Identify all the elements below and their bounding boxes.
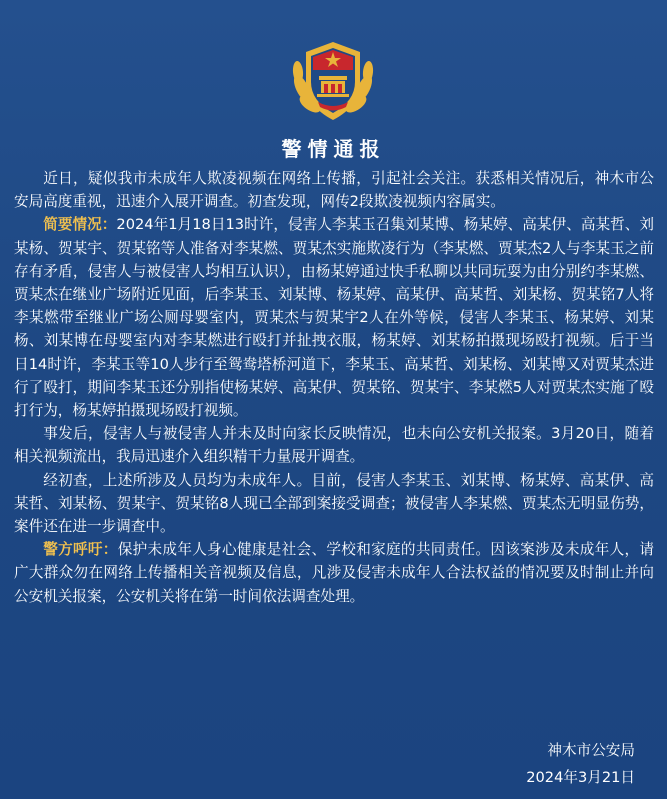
police-emblem-icon [288,36,378,126]
brief-text: 2024年1月18日13时许，侵害人李某玉召集刘某博、杨某婷、高某伊、高某哲、刘某杨、贺某宇、贺某铭等人准备对李某燃、贾某杰实施欺凌行为（李某燃、贾某杰2人与李某玉之前存有矛盾，侵害人与被侵害人均相互认识），由杨某婷通过快手私聊以共同玩耍为由分别约李某燃、贾某杰在继业广场附近见面，后李某玉、刘某博、杨某婷、高某伊、高某哲、刘某杨、贺某铭7人将李某燃带至继业广场公厕母婴室内，贾某杰与贺某宇2人在外等候，侵害人李某玉、杨某婷、刘某杨、刘某博在母婴室内对李某燃进行殴打并扯拽衣服，杨某婷、刘某杨拍摄现场殴打视频。后于当日14时许，李某玉等10人步行至鸳鸯塔桥河道下，李某玉、高某哲、刘某杨、刘某博又对贾某杰进行了殴打，期间李某玉还分别指使杨某婷、高某伊、贺某铭、贺某宇、李某燃5人对贾某杰实施了殴打行为，杨某婷拍摄现场殴打视频。 [14,216,654,420]
intro-paragraph: 近日，疑似我市未成年人欺凌视频在网络上传播，引起社会关注。获悉相关情况后，神木市公安局高度重视，迅速介入展开调查。初查发现，网传2段欺凌视频内容属实。 [14,170,654,211]
signature-block [526,737,635,791]
brief-label: 简要情况： [43,216,117,234]
issuer: 神木市公安局 [547,742,635,759]
appeal-text: 保护未成年人身心健康是社会、学校和家庭的共同责任。因该案涉及未成年人，请广大群众勿在网络上传播相关音视频及信息，凡涉及侵害未成年人合法权益的情况要及时制止并向公安机关报案，公安机关将在第一时间依法调查处理。 [14,541,654,605]
appeal-paragraph [14,538,654,608]
brief-paragraph [14,213,654,422]
issue-date: 2024年3月21日 [526,769,635,786]
notice-body [14,167,654,608]
notice-title: 警情通报 [281,137,386,161]
after-paragraph: 事发后，侵害人与被侵害人并未及时向家长反映情况，也未向公安机关报案。3月20日，随着相关视频流出，我局迅速介入组织精干力量展开调查。 [14,425,654,466]
appeal-label: 警方呼吁： [43,541,118,559]
investigation-paragraph: 经初查，上述所涉及人员均为未成年人。目前，侵害人李某玉、刘某博、杨某婷、高某伊、高某哲、刘某杨、贺某宇、贺某铭8人现已全部到案接受调查；被侵害人李某燃、贾某杰无明显伤势，案件还在进一步调查中。 [14,471,654,536]
